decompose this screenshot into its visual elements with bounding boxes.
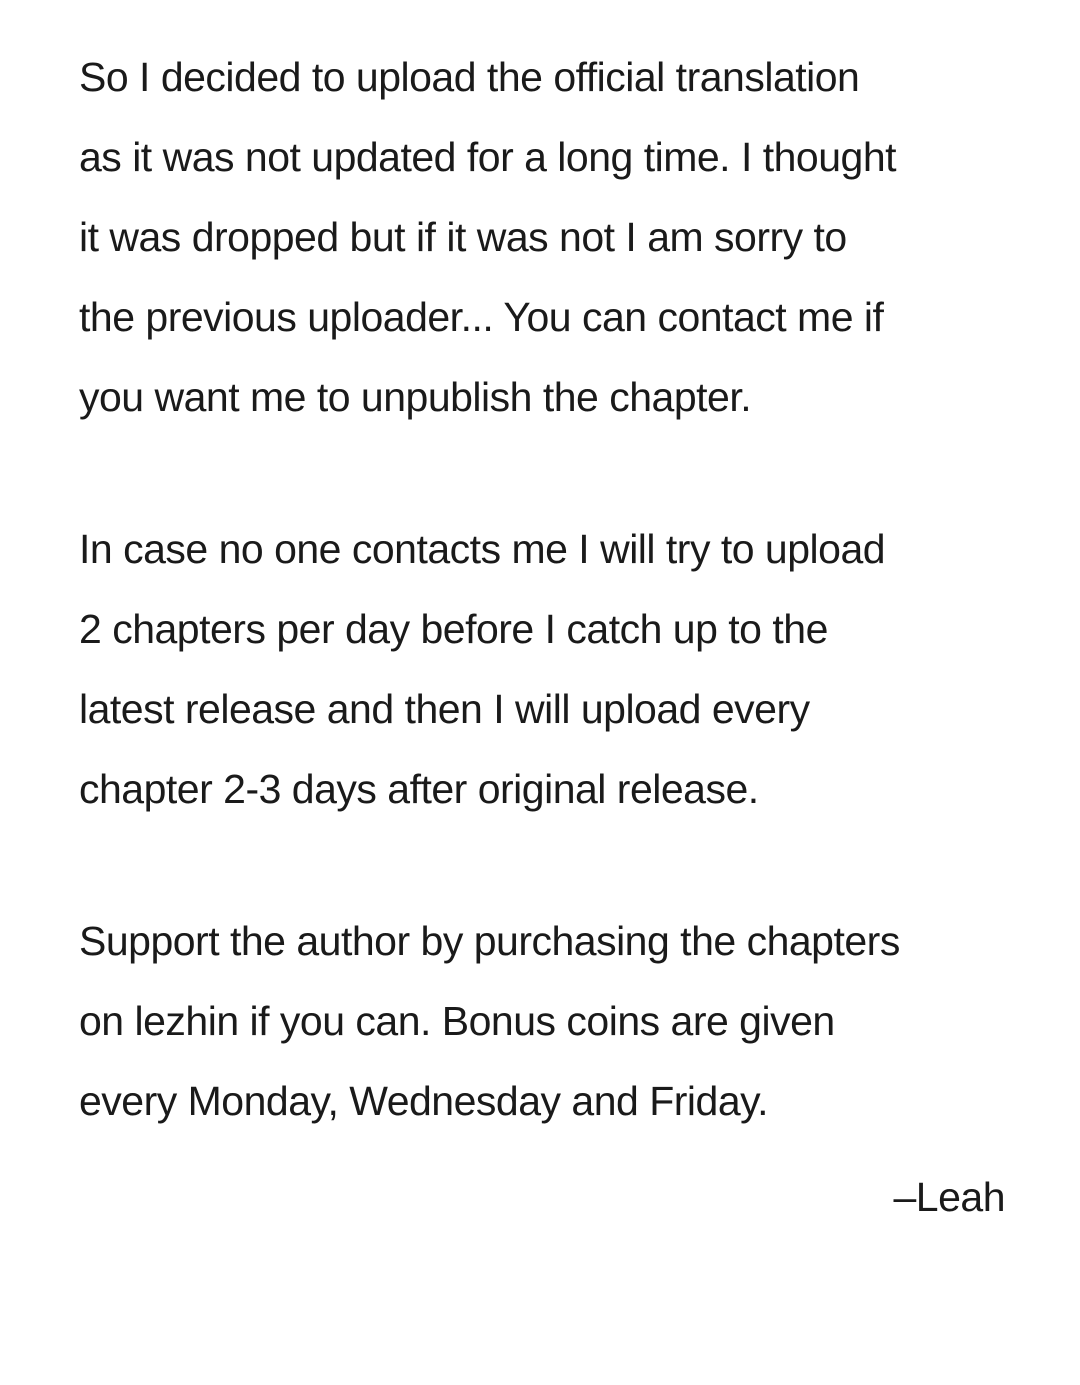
text-line: chapter 2-3 days after original release. [79, 766, 759, 812]
text-line: it was dropped but if it was not I am sorry to [79, 214, 847, 260]
signature: –Leah [893, 1174, 1005, 1220]
text-line: every Monday, Wednesday and Friday. [79, 1078, 768, 1124]
text-line: you want me to unpublish the chapter. [79, 374, 752, 420]
text-line: on lezhin if you can. Bonus coins are given [79, 998, 835, 1044]
text-line: 2 chapters per day before I catch up to the [79, 606, 828, 652]
text-line: as it was not updated for a long time. I thought [79, 134, 897, 180]
paragraph-intro [79, 37, 1005, 437]
text-line: Support the author by purchasing the chapters [79, 918, 900, 964]
text-line: the previous uploader... You can contact me if [79, 294, 884, 340]
text-line: So I decided to upload the official translation [79, 54, 860, 100]
text-line: In case no one contacts me I will try to upload [79, 526, 886, 572]
text-line: latest release and then I will upload every [79, 686, 810, 732]
paragraph-upload-schedule [79, 509, 1005, 829]
paragraph-support-author [79, 901, 1005, 1141]
